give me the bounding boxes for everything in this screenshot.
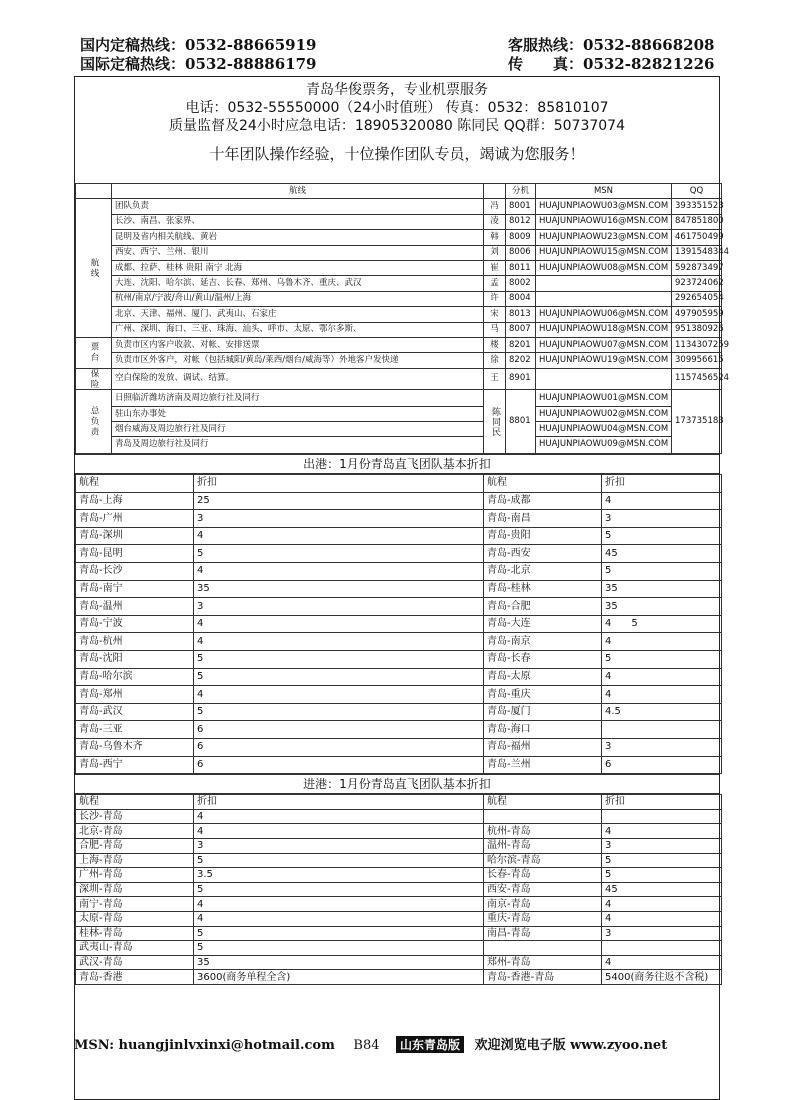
service-hotline: 客服热线：0532-88668208 [508, 36, 715, 54]
route-left: 桂林-青岛 [76, 926, 194, 941]
contact-qq: 1134307259 [672, 337, 722, 352]
discount-right: 6 [602, 756, 722, 774]
route-left: 上海-青岛 [76, 853, 194, 868]
contacts-body [76, 199, 730, 454]
discount-right [602, 809, 722, 824]
outbound-header-row: 航程 折扣 航程 折扣 [76, 475, 722, 493]
fare-row [76, 563, 722, 581]
discount-right: 35 [602, 580, 722, 598]
route-right: 青岛-南京 [484, 633, 602, 651]
contact-msn [536, 276, 672, 291]
route-right [484, 809, 602, 824]
general-routes [112, 390, 484, 454]
general-msn: HUAJUNPIAOWU01@MSN.COM [536, 391, 671, 406]
contact-row [76, 368, 722, 389]
contact-route: 长沙、南昌、张家界、 [112, 214, 484, 229]
col-route: 航线 [112, 184, 484, 199]
route-right: 青岛-福州 [484, 738, 602, 756]
fare-row [76, 911, 722, 926]
discount-right: 3 [602, 838, 722, 853]
fare-row [76, 668, 722, 686]
route-right: 青岛-香港-青岛 [484, 970, 602, 985]
contact-route: 空白保险的发放、调试、结算。 [112, 368, 484, 389]
route-left: 青岛-深圳 [76, 527, 194, 545]
discount-right: 5 [602, 868, 722, 883]
general-route: 青岛及周边旅行社及同行 [115, 439, 209, 450]
fare-row [76, 615, 722, 633]
contact-ext: 8901 [506, 368, 536, 389]
contact-row [76, 291, 722, 306]
discount-right: 4 [602, 492, 722, 510]
footer [74, 1034, 720, 1054]
contact-qq: 292654054 [672, 291, 722, 306]
contact-name: 孟 [484, 276, 506, 291]
discount-right: 4 [602, 911, 722, 926]
fare-row [76, 853, 722, 868]
route-left: 长沙-青岛 [76, 809, 194, 824]
route-right: 青岛-重庆 [484, 686, 602, 704]
discount-left: 5 [194, 703, 484, 721]
contact-row [76, 199, 722, 214]
contact-name: 凌 [484, 214, 506, 229]
discount-right: 3 [602, 926, 722, 941]
discount-right [602, 721, 722, 739]
contact-msn: HUAJUNPIAOWU23@MSN.COM [536, 230, 672, 245]
outbound-table [75, 474, 722, 774]
fare-row [76, 882, 722, 897]
inbound-title: 进港：1月份青岛直飞团队基本折扣 [75, 774, 719, 794]
discount-right: 4.5 [602, 703, 722, 721]
route-right: 杭州-青岛 [484, 824, 602, 839]
contact-msn: HUAJUNPIAOWU06@MSN.COM [536, 307, 672, 322]
route-right: 青岛-贵阳 [484, 527, 602, 545]
fare-row [76, 809, 722, 824]
general-msn: HUAJUNPIAOWU04@MSN.COM [536, 422, 671, 437]
route-left: 武汉-青岛 [76, 955, 194, 970]
discount-right: 5400(商务往返不含税) [602, 970, 722, 985]
discount-left: 5 [194, 882, 484, 897]
discount-left: 3 [194, 510, 484, 528]
route-right: 青岛-北京 [484, 563, 602, 581]
contact-row [76, 260, 722, 275]
route-right: 西安-青岛 [484, 882, 602, 897]
discount-right: 45 [602, 545, 722, 563]
route-right: 温州-青岛 [484, 838, 602, 853]
discount-left: 3600(商务单程全含) [194, 970, 484, 985]
route-left: 武夷山-青岛 [76, 941, 194, 956]
route-right: 青岛-桂林 [484, 580, 602, 598]
route-left: 南宁-青岛 [76, 897, 194, 912]
contact-ext: 8202 [506, 353, 536, 368]
contact-name: 刘 [484, 245, 506, 260]
outbound-body [76, 492, 722, 774]
footer-msn: MSN: huangjinlvxinxi@hotmail.com [74, 1038, 335, 1053]
route-left: 青岛-宁波 [76, 615, 194, 633]
general-ext: 8801 [506, 390, 536, 454]
discount-left: 4 [194, 897, 484, 912]
contacts-header-row [76, 184, 722, 199]
discount-right: 5 [602, 853, 722, 868]
general-route: 驻山东办事处 [112, 407, 483, 422]
general-name: 陈同民 [484, 390, 506, 454]
ad-slogan: 十年团队操作经验，十位操作团队专员，竭诚为您服务！ [209, 145, 585, 163]
route-left: 青岛-杭州 [76, 633, 194, 651]
route-left: 广州-青岛 [76, 868, 194, 883]
general-msn: HUAJUNPIAOWU09@MSN.COM [539, 439, 669, 450]
discount-left: 5 [194, 853, 484, 868]
contact-route: 西安、西宁、兰州、银川 [112, 245, 484, 260]
fare-row [76, 598, 722, 616]
discount-left: 4 [194, 911, 484, 926]
contact-row [76, 337, 722, 352]
route-right: 青岛-太原 [484, 668, 602, 686]
discount-right: 4 [602, 633, 722, 651]
general-route: 日照临沂潍坊济南及周边旅行社及同行 [112, 391, 483, 406]
contact-qq: 309956615 [672, 353, 722, 368]
route-right: 青岛-合肥 [484, 598, 602, 616]
contact-row [76, 353, 722, 368]
route-left: 青岛-香港 [76, 970, 194, 985]
discount-right: 5 [602, 651, 722, 669]
fax-line: 传 真：0532-82821226 [508, 55, 715, 73]
contact-ext: 8001 [506, 199, 536, 214]
col-qq: QQ [672, 184, 722, 199]
discount-left: 35 [194, 580, 484, 598]
discount-left: 6 [194, 756, 484, 774]
discount-right: 4 [602, 686, 722, 704]
contact-ext: 8007 [506, 322, 536, 337]
fare-row [76, 703, 722, 721]
fare-row [76, 721, 722, 739]
section-label: 总负责 [76, 390, 112, 454]
col-msn: MSN [536, 184, 672, 199]
discount-right: 4 [602, 897, 722, 912]
route-left: 青岛-乌鲁木齐 [76, 738, 194, 756]
route-left: 太原-青岛 [76, 911, 194, 926]
contact-qq: 1391548344 [672, 245, 722, 260]
general-row [76, 390, 722, 454]
route-left: 青岛-沈阳 [76, 651, 194, 669]
domestic-hotline: 国内定稿热线：0532-88665919 [80, 36, 317, 54]
fare-row [76, 492, 722, 510]
section-label: 航线 [76, 199, 112, 338]
contact-ext: 8004 [506, 291, 536, 306]
general-msn: HUAJUNPIAOWU02@MSN.COM [536, 407, 671, 422]
route-right: 南昌-青岛 [484, 926, 602, 941]
contact-route: 成都、拉萨、桂林 贵阳 南宁 北海 [112, 260, 484, 275]
discount-right: 5 [602, 527, 722, 545]
discount-right: 4 5 [602, 615, 722, 633]
contact-name: 韩 [484, 230, 506, 245]
route-right: 南京-青岛 [484, 897, 602, 912]
inbound-body [76, 809, 722, 984]
contact-route: 昆明及省内相关航线、黄岩 [112, 230, 484, 245]
fare-row [76, 955, 722, 970]
discount-left: 4 [194, 686, 484, 704]
fare-row [76, 633, 722, 651]
fare-row [76, 527, 722, 545]
contact-name: 冯 [484, 199, 506, 214]
discount-left: 6 [194, 738, 484, 756]
discount-left: 4 [194, 615, 484, 633]
ad-title: 青岛华俊票务，专业机票服务 [306, 82, 488, 98]
contact-qq: 923724062 [672, 276, 722, 291]
discount-right: 4 [602, 668, 722, 686]
contact-route: 负责市区内客户收款、对帐、安排送票 [112, 337, 484, 352]
route-right [484, 941, 602, 956]
main-panel [74, 76, 730, 1100]
contact-msn: HUAJUNPIAOWU19@MSN.COM [536, 353, 672, 368]
discount-right: 3 [602, 510, 722, 528]
contact-ext: 8006 [506, 245, 536, 260]
contact-msn: HUAJUNPIAOWU03@MSN.COM [536, 199, 672, 214]
route-left: 北京-青岛 [76, 824, 194, 839]
fare-row [76, 738, 722, 756]
route-left: 青岛-广州 [76, 510, 194, 528]
fare-row [76, 941, 722, 956]
route-right: 青岛-西安 [484, 545, 602, 563]
route-left: 青岛-郑州 [76, 686, 194, 704]
footer-welcome: 欢迎浏览电子版 www.zyoo.net [474, 1038, 668, 1053]
route-right: 青岛-兰州 [484, 756, 602, 774]
contact-ext: 8201 [506, 337, 536, 352]
contact-row [76, 322, 722, 337]
fare-row [76, 926, 722, 941]
contact-msn: HUAJUNPIAOWU08@MSN.COM [536, 260, 672, 275]
contact-ext: 8011 [506, 260, 536, 275]
edition-badge: 山东青岛版 [396, 1036, 464, 1053]
contact-name: 马 [484, 322, 506, 337]
contact-ext: 8002 [506, 276, 536, 291]
route-left: 青岛-长沙 [76, 563, 194, 581]
discount-right: 4 [602, 955, 722, 970]
fare-row [76, 510, 722, 528]
contact-name: 楼 [484, 337, 506, 352]
contact-msn [536, 368, 672, 389]
discount-right: 3 [602, 738, 722, 756]
route-left: 青岛-武汉 [76, 703, 194, 721]
contact-route: 大连、沈阳、哈尔滨、延吉、长春、郑州、乌鲁木齐、重庆、武汉 [112, 276, 484, 291]
col-ext: 分机 [506, 184, 536, 199]
route-right: 青岛-大连 [484, 615, 602, 633]
route-right: 重庆-青岛 [484, 911, 602, 926]
fare-row [76, 868, 722, 883]
discount-left: 3 [194, 598, 484, 616]
fare-row [76, 545, 722, 563]
contact-name: 崔 [484, 260, 506, 275]
fare-row [76, 824, 722, 839]
route-left: 青岛-三亚 [76, 721, 194, 739]
fare-row [76, 838, 722, 853]
contact-row [76, 230, 722, 245]
fare-row [76, 686, 722, 704]
contact-name: 许 [484, 291, 506, 306]
ad-phone: 电话：0532-55550000（24小时值班） 传真：0532：85810107 [185, 100, 609, 116]
general-route-list [112, 391, 483, 452]
general-msn-list [536, 391, 671, 452]
contact-qq: 1157456524 [672, 368, 722, 389]
contact-msn: HUAJUNPIAOWU07@MSN.COM [536, 337, 672, 352]
discount-left: 25 [194, 492, 484, 510]
contact-ext: 8009 [506, 230, 536, 245]
section-label: 保险 [76, 368, 112, 389]
contact-route: 团队负责 [112, 199, 484, 214]
contact-row [76, 276, 722, 291]
contact-name: 徐 [484, 353, 506, 368]
route-right: 青岛-长春 [484, 651, 602, 669]
route-right: 青岛-厦门 [484, 703, 602, 721]
discount-left: 5 [194, 651, 484, 669]
route-left: 青岛-温州 [76, 598, 194, 616]
discount-left: 4 [194, 527, 484, 545]
discount-left: 6 [194, 721, 484, 739]
route-right: 青岛-南昌 [484, 510, 602, 528]
contact-ext: 8012 [506, 214, 536, 229]
route-right: 青岛-成都 [484, 492, 602, 510]
contact-qq: 847851800 [672, 214, 722, 229]
contact-qq: 461750499 [672, 230, 722, 245]
contact-row [76, 307, 722, 322]
route-left: 合肥-青岛 [76, 838, 194, 853]
contact-msn [536, 291, 672, 306]
discount-left: 4 [194, 824, 484, 839]
route-left: 青岛-哈尔滨 [76, 668, 194, 686]
discount-right: 4 [602, 824, 722, 839]
discount-left: 4 [194, 809, 484, 824]
contact-row [76, 214, 722, 229]
route-left: 青岛-上海 [76, 492, 194, 510]
contact-msn: HUAJUNPIAOWU15@MSN.COM [536, 245, 672, 260]
general-route: 烟台威海及周边旅行社及同行 [112, 422, 483, 437]
section-label: 票台 [76, 337, 112, 368]
contact-route: 北京、天津、福州、厦门、武夷山、石家庄 [112, 307, 484, 322]
general-qq: 173735183 [672, 390, 722, 454]
intl-hotline: 国际定稿热线：0532-88886179 [80, 55, 317, 73]
discount-right [602, 941, 722, 956]
discount-left: 5 [194, 926, 484, 941]
contact-msn: HUAJUNPIAOWU18@MSN.COM [536, 322, 672, 337]
discount-right: 5 [602, 563, 722, 581]
route-right: 郑州-青岛 [484, 955, 602, 970]
discount-right: 45 [602, 882, 722, 897]
discount-left: 5 [194, 545, 484, 563]
discount-right: 35 [602, 598, 722, 616]
contact-qq: 951380926 [672, 322, 722, 337]
contact-qq: 393351523 [672, 199, 722, 214]
inbound-table [75, 794, 722, 985]
discount-left: 35 [194, 955, 484, 970]
route-left: 深圳-青岛 [76, 882, 194, 897]
contact-row [76, 245, 722, 260]
discount-left: 5 [194, 668, 484, 686]
discount-left: 3.5 [194, 868, 484, 883]
route-right: 长春-青岛 [484, 868, 602, 883]
fare-row [76, 897, 722, 912]
contact-qq: 592873497 [672, 260, 722, 275]
fare-row [76, 756, 722, 774]
contacts-table [75, 183, 730, 454]
route-left: 青岛-西宁 [76, 756, 194, 774]
contact-msn: HUAJUNPIAOWU16@MSN.COM [536, 214, 672, 229]
contact-route: 负责市区外客户，对帐（包括城阳/黄岛/莱西/烟台/威海等）外地客户发快递 [112, 353, 484, 368]
fare-row [76, 651, 722, 669]
advertisement [75, 81, 719, 183]
route-right: 青岛-海口 [484, 721, 602, 739]
page-number: B84 [353, 1038, 380, 1053]
outbound-title: 出港：1月份青岛直飞团队基本折扣 [75, 454, 719, 474]
route-left: 青岛-南宁 [76, 580, 194, 598]
discount-left: 5 [194, 941, 484, 956]
route-left: 青岛-昆明 [76, 545, 194, 563]
inbound-header-row: 航程 折扣 航程 折扣 [76, 795, 722, 810]
contact-route: 杭州/南京/宁波/舟山/黄山/温州/上海 [112, 291, 484, 306]
contact-name: 宋 [484, 307, 506, 322]
discount-left: 4 [194, 633, 484, 651]
contact-route: 广州、深圳、海口、三亚、珠海、汕头、呼市、太原、鄂尔多斯、 [112, 322, 484, 337]
discount-left: 4 [194, 563, 484, 581]
ad-emergency: 质量监督及24小时应急电话：18905320080 陈同民 QQ群：50737074 [169, 118, 625, 134]
fare-row [76, 970, 722, 985]
contact-ext: 8013 [506, 307, 536, 322]
general-msns [536, 390, 672, 454]
fare-row [76, 580, 722, 598]
route-right: 哈尔滨-青岛 [484, 853, 602, 868]
discount-left: 3 [194, 838, 484, 853]
contact-name: 王 [484, 368, 506, 389]
contact-qq: 497905959 [672, 307, 722, 322]
